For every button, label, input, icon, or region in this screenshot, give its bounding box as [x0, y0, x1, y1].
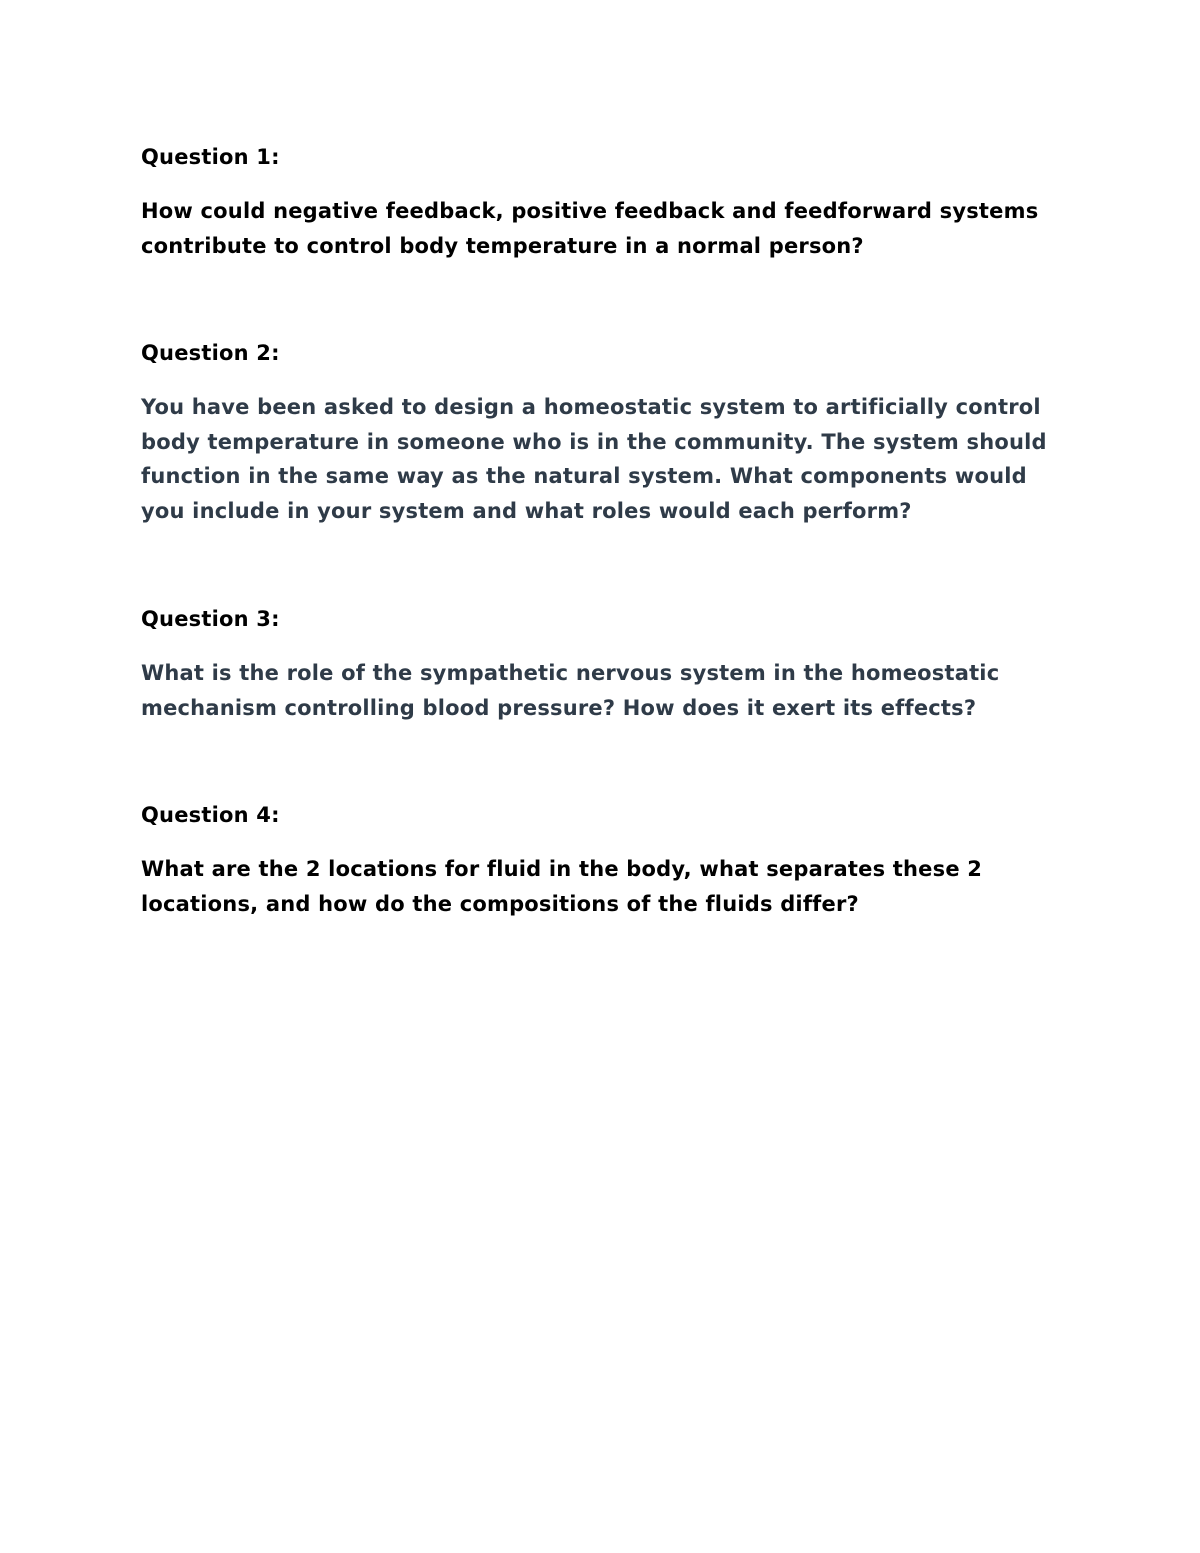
question-4-heading: Question 4: [141, 803, 280, 827]
question-3-text: What is the role of the sympathetic nervous system in the homeostatic mechanism controlling blood pressure? How does it exert its effects? [141, 661, 1000, 720]
question-1-heading: Question 1: [141, 145, 280, 169]
question-2-heading: Question 2: [141, 341, 280, 365]
question-4-text: What are the 2 locations for fluid in the body, what separates these 2 locations, and how do the compositions of the fluids differ? [141, 857, 983, 916]
question-2-text: You have been asked to design a homeostatic system to artificially control body temperature in someone who is in the community. The system should function in the same way as the natural system. What components would you include in your system and what roles would each perform? [141, 395, 1047, 523]
question-3-heading: Question 3: [141, 607, 280, 631]
question-1-text: How could negative feedback, positive feedback and feedforward systems contribute to control body temperature in a normal person? [141, 199, 1039, 258]
